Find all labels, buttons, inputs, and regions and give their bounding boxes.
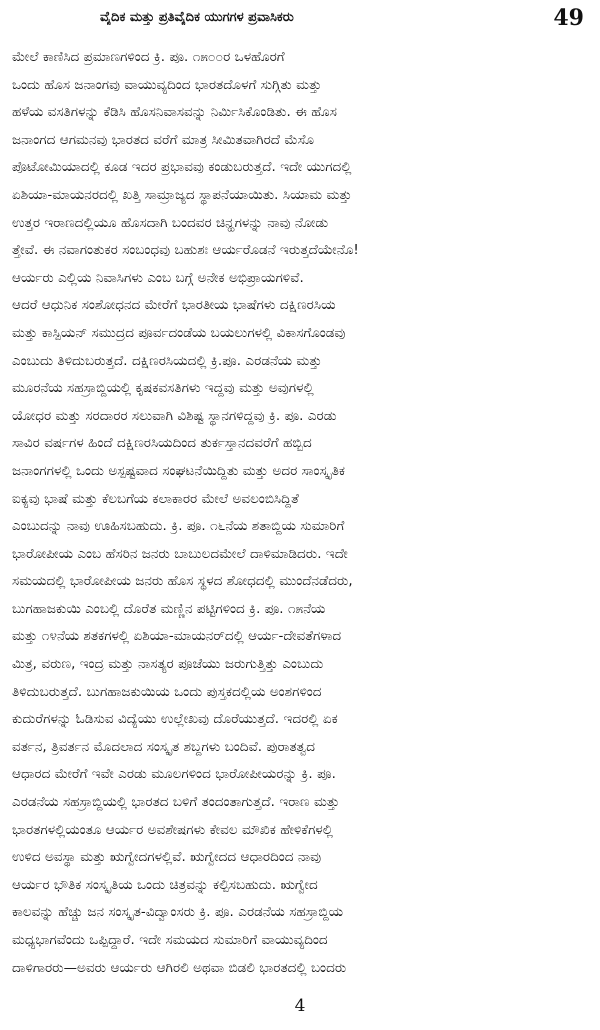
text-line: ಮೂರನೆಯ ಸಹಸ್ರಾಬ್ದಿಯಲ್ಲಿ ಕೃಷಕವಸತಿಗಳು ಇದ್ದವು ಮತ್ತು ಅವುಗಳಲ್ಲಿ [12, 381, 314, 397]
text-line: ಆರ್ಯರ ಭೌತಿಕ ಸಂಸ್ಕೃತಿಯ ಒಂದು ಚಿತ್ರವನ್ನು ಕಲ್ಪಿಸಬಹುದು. ಋಗ್ವೇದ [12, 877, 318, 893]
text-line: ಆದರೆ ಆಧುನಿಕ ಸಂಶೋಧನದ ಮೇರೆಗೆ ಭಾರತೀಯ ಭಾಷೆಗಳು ದಕ್ಷಿಣರಸಿಯ [12, 298, 336, 314]
text-line: ಕಾಲವನ್ನು ಹೆಚ್ಚು ಜನ ಸಂಸ್ಕೃತ-ವಿದ್ವಾಂಸರು ಕ್ರಿ. ಪೂ. ಎರಡನೆಯ ಸಹಸ್ರಾಬ್ದಿಯ [12, 905, 344, 921]
text-line: ಎರಡನೆಯ ಸಹಸ್ರಾಬ್ದಿಯಲ್ಲಿ ಭಾರತದ ಬಳಿಗೆ ತಂದಂತಾಗುತ್ತದೆ. ಇರಾಣ ಮತ್ತು [12, 795, 340, 811]
text-line: ತ್ತೇವೆ. ಈ ನವಾಗಂತುಕರ ಸಂಬಂಧವು ಬಹುಶಃ ಆರ್ಯರೊಡನೆ ಇರುತ್ತದೆಯೇನೊ! [12, 243, 359, 259]
text-line: ಸಮಯದಲ್ಲಿ ಭಾರೋಪೀಯ ಜನರು ಹೊಸ ಸ್ಥಳದ ಶೋಧದಲ್ಲಿ ಮುಂದೆನಡೆದರು, [12, 574, 353, 590]
text-line: ತಿಳಿದುಬರುತ್ತದೆ. ಬುಗಹಾಜಕುಯಿಯ ಒಂದು ಪುಸ್ತಕದಲ್ಲಿಯ ಅಂಶಗಳಿಂದ [12, 684, 322, 700]
text-line: ಕುದುರೆಗಳನ್ನು ಓಡಿಸುವ ವಿದ್ಯೆಯು ಉಲ್ಲೇಖವು ದೊರೆಯುತ್ತದೆ. ಇದರಲ್ಲಿ ಏಕ [12, 712, 338, 728]
page-number: 49 [553, 5, 584, 31]
text-line: ಎಂಬುದನ್ನು ನಾವು ಊಹಿಸಬಹುದು. ಕ್ರಿ. ಪೂ. ೧೬ನೆಯ ಶತಾಬ್ದಿಯ ಸುಮಾರಿಗೆ [12, 519, 345, 535]
text-line: ಯೋಧರ ಮತ್ತು ಸರದಾರರ ಸಲುವಾಗಿ ವಿಶಿಷ್ಟ ಸ್ಥಾನಗಳಿದ್ದವು ಕ್ರಿ. ಪೂ. ಎರಡು [12, 408, 337, 424]
text-line: ಮತ್ತು ಕಾಸ್ಪಿಯನ್ ಸಮುದ್ರದ ಪೂರ್ವದಂಡೆಯ ಬಯಲುಗಳಲ್ಲಿ ವಿಕಾಸಗೊಂಡವು [12, 325, 346, 341]
text-line: ಭಾರೋಪೀಯ ಎಂಬ ಹೆಸರಿನ ಜನರು ಬಾಬುಲದಮೇಲೆ ದಾಳಿಮಾಡಿದರು. ಇದೇ [12, 546, 348, 562]
text-line: ಭಾರತಗಳಲ್ಲಿಯಂತೂ ಆರ್ಯರ ಅವಶೇಷಗಳು ಕೇವಲ ಮೌಖಿಕ ಹೇಳಿಕೆಗಳಲ್ಲಿ [12, 822, 334, 838]
text-line: ಆರ್ಯರು ಎಲ್ಲಿಯ ನಿವಾಸಿಗಳು ಎಂಬ ಬಗ್ಗೆ ಅನೇಕ ಅಭಿಪ್ರಾಯಗಳಿವೆ. [12, 270, 304, 286]
body-text [12, 44, 590, 982]
text-line: ಉಳಿದ ಅವಸ್ಥಾ ಮತ್ತು ಋಗ್ವೇದಗಳಲ್ಲಿವೆ. ಋಗ್ವೇದದ ಆಧಾರದಿಂದ ನಾವು [12, 850, 322, 866]
text-line: ಉತ್ತರ ಇರಾಣದಲ್ಲಿಯೂ ಹೊಸದಾಗಿ ಬಂದವರ ಚಿನ್ಹಗಳನ್ನು ನಾವು ನೋಡು [12, 215, 329, 231]
text-line: ಪೊಟೋಮಿಯಾದಲ್ಲಿ ಕೂಡ ಇದರ ಪ್ರಭಾವವು ಕಂಡುಬರುತ್ತದೆ. ಇದೇ ಯುಗದಲ್ಲಿ [12, 160, 352, 176]
running-title: ವೈದಿಕ ಮತ್ತು ಪ್ರತಿವೈದಿಕ ಯುಗಗಳ ಪ್ರವಾಸಿಕರು [100, 10, 294, 25]
text-line: ಬುಗಹಾಜಕುಯಿ ಎಂಬಲ್ಲಿ ದೊರೆತ ಮಣ್ಣಿನ ಪಟ್ಟಿಗಳಿಂದ ಕ್ರಿ. ಪೂ. ೧೫ನೆಯ [12, 601, 326, 617]
text-line: ಎಂಬುದು ತಿಳಿದುಬರುತ್ತದೆ. ದಕ್ಷಿಣರಸಿಯದಲ್ಲಿ ಕ್ರಿ.ಪೂ. ಎರಡನೆಯ ಮತ್ತು [12, 353, 322, 369]
text-line: ಮಿತ್ರ, ವರುಣ, ಇಂದ್ರ ಮತ್ತು ನಾಸತ್ಯರ ಪೂಜೆಯು ಜರುಗುತ್ತಿತ್ತು ಎಂಬುದು [12, 657, 324, 673]
text-line: ಹಳೆಯ ವಸತಿಗಳನ್ನು ಕೆಡಿಸಿ ಹೊಸನಿವಾಸವನ್ನು ನಿರ್ಮಿಸಿಕೊಂಡಿತು. ಈ ಹೊಸ [12, 105, 337, 121]
text-line: ಸಾವಿರ ವರ್ಷಗಳ ಹಿಂದೆ ದಕ್ಷಿಣರಸಿಯದಿಂದ ತುರ್ಕಸ್ತಾನದವರೆಗೆ ಹಬ್ಬಿದ [12, 436, 312, 452]
text-line: ಜನಾಂಗಗಳಲ್ಲಿ ಒಂದು ಅಸ್ಪಷ್ಟವಾದ ಸಂಘಟನೆಯಿದ್ದಿತು ಮತ್ತು ಅದರ ಸಾಂಸ್ಕೃತಿಕ [12, 463, 346, 479]
footer-number: 4 [294, 996, 306, 1016]
text-line: ಒಂದು ಹೊಸ ಜನಾಂಗವು ವಾಯುವ್ಯದಿಂದ ಭಾರತದೊಳಗೆ ಸುಗ್ಗಿತು ಮತ್ತು [12, 77, 322, 93]
text-line: ಐಕ್ಯವು ಭಾಷೆ ಮತ್ತು ಕೆಲಬಗೆಯ ಕಲಾಕಾರರ ಮೇಲೆ ಅವಲಂಬಿಸಿದ್ದಿತೆ [12, 491, 299, 507]
text-line: ದಾಳಿಗಾರರು—ಅವರು ಆರ್ಯರು ಆಗಿರಲಿ ಅಥವಾ ಬಿಡಲಿ ಭಾರತದಲ್ಲಿ ಬಂದರು [12, 960, 347, 976]
text-line: ಮತ್ತು ೧೪ನೆಯ ಶತಕಗಳಲ್ಲಿ ಏಶಿಯಾ-ಮಾಯನರ್‌ದಲ್ಲಿ ಆರ್ಯ-ದೇವತೆಗಳಾದ [12, 629, 342, 645]
text-line: ಜನಾಂಗದ ಆಗಮನವು ಭಾರತದ ವರೆಗೆ ಮಾತ್ರ ಸೀಮಿತವಾಗಿರದೆ ಮೆಸೊ [12, 132, 315, 148]
text-line: ಏಶಿಯಾ-ಮಾಯನರದಲ್ಲಿ ಖತ್ತಿ ಸಾಮ್ರಾಜ್ಯದ ಸ್ಥಾಪನೆಯಾಯಿತು. ಸಿಯಾಮ ಮತ್ತು [12, 187, 352, 203]
text-line: ಆಧಾರದ ಮೇರೆಗೆ ಇವೇ ಎರಡು ಮೂಲಗಳಿಂದ ಭಾರೋಪೀಯರನ್ನು ಕ್ರಿ. ಪೂ. [12, 767, 336, 783]
text-line: ಮಧ್ಯಭಾಗವೆಂದು ಒಪ್ಪಿದ್ದಾರೆ. ಇದೇ ಸಮಯದ ಸುಮಾರಿಗೆ ವಾಯುವ್ಯದಿಂದ [12, 933, 328, 948]
text-line: ವರ್ತನ, ತ್ರಿವರ್ತನ ಮೊದಲಾದ ಸಂಸ್ಕೃತ ಶಬ್ದಗಳು ಬಂದಿವೆ. ಪುರಾತತ್ವದ [12, 739, 315, 755]
text-line: ಮೇಲೆ ಕಾಣಿಸಿದ ಪ್ರಮಾಣಗಳಿಂದ ಕ್ರಿ. ಪೂ. ೧೫೦೦ರ ಒಳಹೊರಗೆ [12, 50, 285, 65]
